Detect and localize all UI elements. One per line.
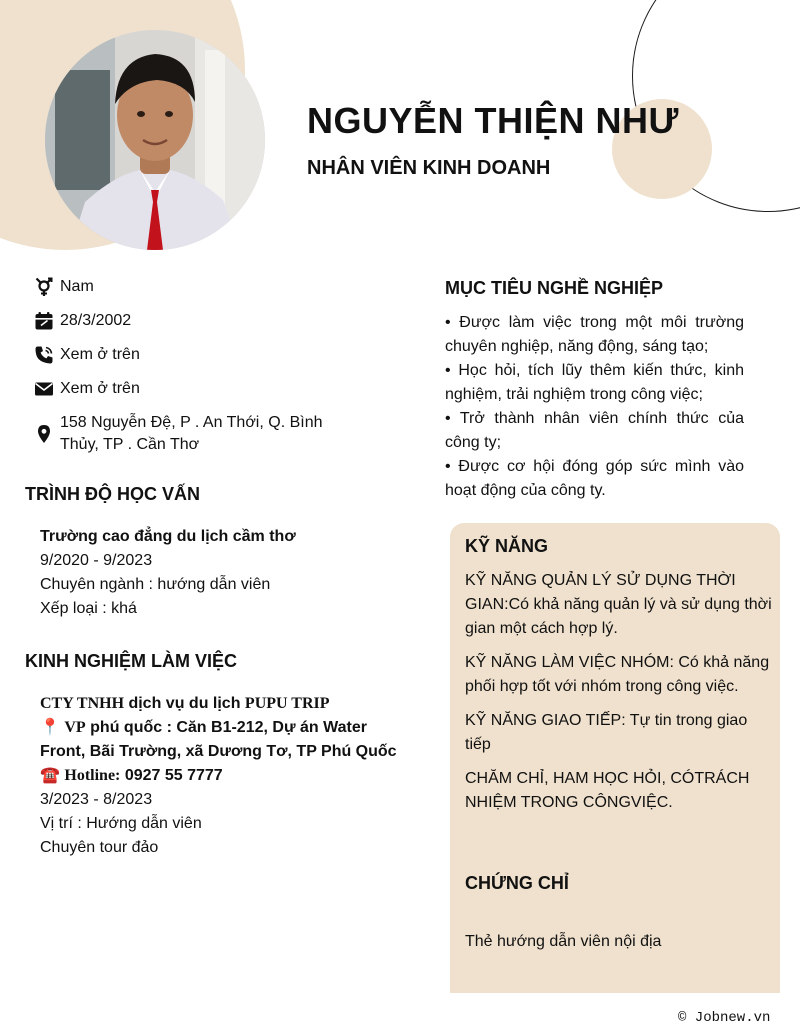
education-major: Chuyên ngành : hướng dẫn viên	[40, 576, 271, 593]
dob-value: 28/3/2002	[60, 312, 132, 329]
phone-icon	[33, 344, 55, 366]
calendar-icon	[33, 310, 55, 332]
experience-office: 📍 VP phú quốc : Căn B1-212, Dự án Water Front, Bãi Trường, xã Dương Tơ, TP Phú Quốc	[40, 719, 397, 760]
skill-item: CHĂM CHỈ, HAM HỌC HỎI, CÓTRÁCH NHIỆM TRONG CÔNGVIỆC.	[465, 770, 750, 811]
contact-phone	[33, 344, 363, 366]
experience-position: Vị trí : Hướng dẫn viên	[40, 815, 202, 832]
experience-company: CTY TNHH dịch vụ du lịch PUPU TRIP	[40, 695, 330, 712]
objective-item: • Học hỏi, tích lũy thêm kiến thức, kinh nghiệm, trải nghiệm trong công việc;	[445, 362, 744, 403]
education-section	[40, 525, 380, 621]
gender-value: Nam	[60, 278, 94, 295]
contact-address	[33, 412, 363, 456]
experience-section	[40, 692, 400, 860]
experience-hotline: ☎️ Hotline: 0927 55 7777	[40, 767, 223, 784]
objective-item: • Trở thành nhân viên chính thức của công ty;	[445, 410, 744, 451]
contact-info	[33, 276, 363, 468]
skill-item: KỸ NĂNG QUẢN LÝ SỬ DỤNG THỜI GIAN:Có khả năng quản lý và sử dụng thời gian một cách hợp lý.	[465, 572, 772, 637]
skill-item: KỸ NĂNG LÀM VIỆC NHÓM: Có khả năng phối hợp tốt với nhóm trong công việc.	[465, 654, 770, 695]
certificate-item: Thẻ hướng dẫn viên nội địa	[465, 933, 662, 950]
map-pin-icon	[33, 423, 55, 445]
contact-dob	[33, 310, 363, 332]
address-value: 158 Nguyễn Đệ, P . An Thới, Q. Bình Thủy, TP . Cần Thơ	[60, 414, 323, 453]
avatar	[45, 30, 265, 250]
experience-specialty: Chuyên tour đảo	[40, 839, 159, 856]
envelope-icon	[33, 378, 55, 400]
contact-gender	[33, 276, 363, 298]
skill-item: KỸ NĂNG GIAO TIẾP: Tự tin trong giao tiếp	[465, 712, 748, 753]
phone-value: Xem ở trên	[60, 346, 140, 363]
experience-heading: KINH NGHIỆM LÀM VIỆC	[25, 651, 238, 671]
avatar-photo	[45, 30, 265, 250]
gender-icon	[33, 276, 55, 298]
education-period: 9/2020 - 9/2023	[40, 552, 153, 569]
skills-heading: KỸ NĂNG	[465, 536, 549, 556]
candidate-name: NGUYỄN THIỆN NHƯ	[307, 100, 679, 141]
objective-item: • Được cơ hội đóng góp sức mình vào hoạt động của công ty.	[445, 458, 744, 499]
certificates-heading: CHỨNG CHỈ	[465, 873, 569, 893]
experience-period: 3/2023 - 8/2023	[40, 791, 153, 808]
objective-item: • Được làm việc trong một môi trường chuyên nghiệp, năng động, sáng tạo;	[445, 314, 744, 355]
education-heading: TRÌNH ĐỘ HỌC VẤN	[25, 484, 200, 504]
email-value: Xem ở trên	[60, 380, 140, 397]
contact-email	[33, 378, 363, 400]
objective-section	[445, 311, 744, 503]
footer-copyright: © Jobnew.vn	[678, 1010, 771, 1026]
education-grade: Xếp loại : khá	[40, 600, 137, 617]
pin-icon: 📍	[40, 719, 60, 736]
education-school: Trường cao đẳng du lịch cầm thơ	[40, 528, 296, 545]
telephone-icon: ☎️	[40, 767, 60, 784]
objective-heading: MỤC TIÊU NGHỀ NGHIỆP	[445, 278, 664, 298]
job-title: NHÂN VIÊN KINH DOANH	[307, 157, 551, 179]
